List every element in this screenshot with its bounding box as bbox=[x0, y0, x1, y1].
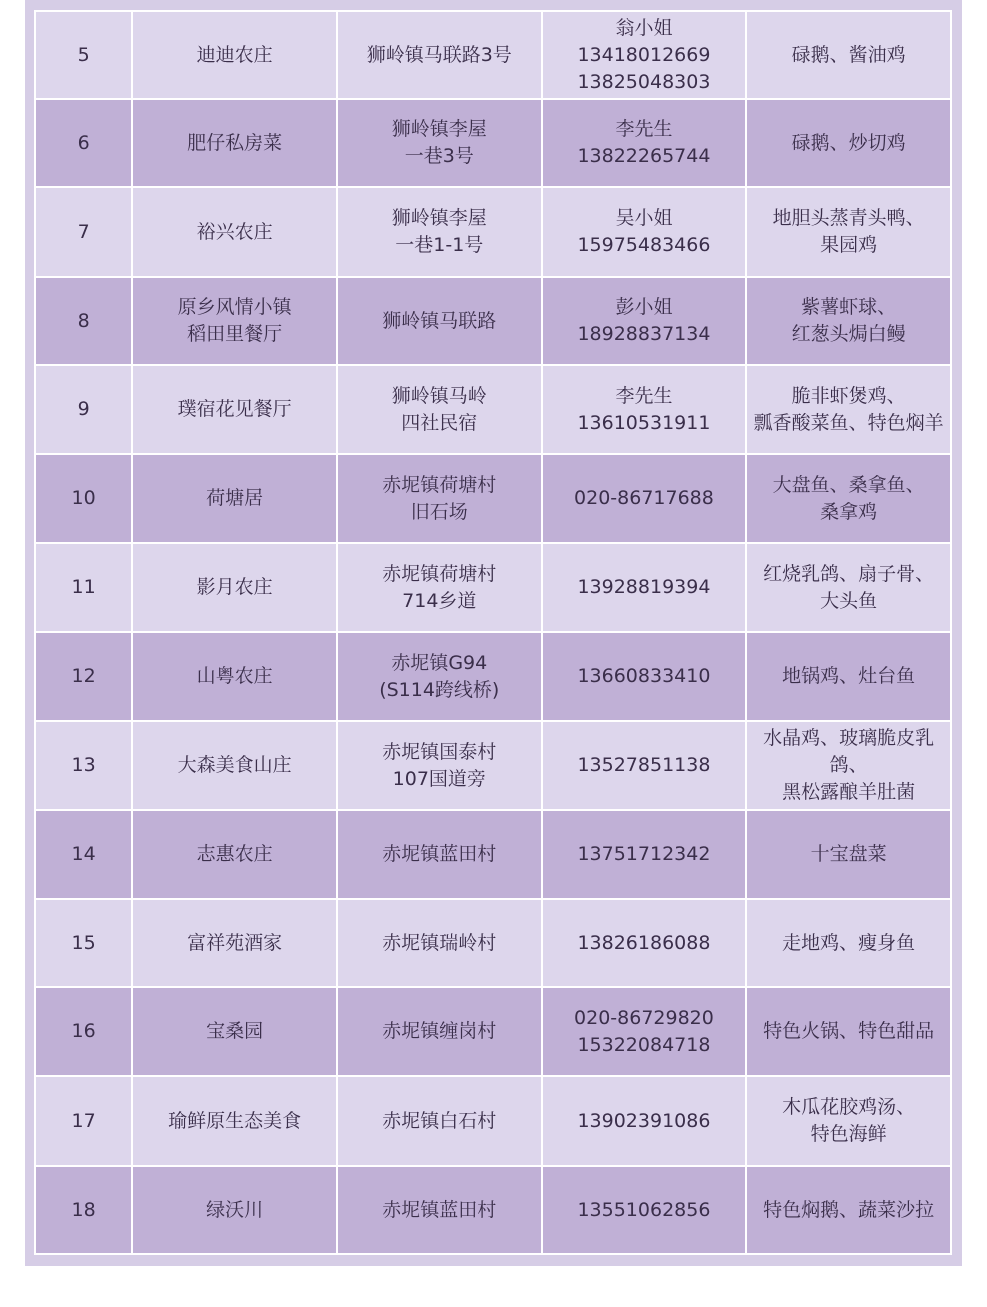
table-row bbox=[35, 1076, 951, 1166]
signature-dishes: 特色火锅、特色甜品 bbox=[746, 987, 951, 1076]
restaurant-phone: 翁小姐 13418012669 13825048303 bbox=[542, 11, 747, 99]
table-row bbox=[35, 11, 951, 99]
restaurant-name: 山粤农庄 bbox=[132, 632, 337, 721]
restaurant-address: 赤坭镇国泰村 107国道旁 bbox=[337, 721, 542, 810]
table-row bbox=[35, 632, 951, 721]
restaurant-address: 赤坭镇蓝田村 bbox=[337, 810, 542, 899]
restaurant-phone: 13751712342 bbox=[542, 810, 747, 899]
restaurant-name: 原乡风情小镇 稻田里餐厅 bbox=[132, 277, 337, 365]
signature-dishes: 地胆头蒸青头鸭、 果园鸡 bbox=[746, 187, 951, 277]
table-row bbox=[35, 365, 951, 454]
restaurant-address: 狮岭镇马联路3号 bbox=[337, 11, 542, 99]
signature-dishes: 走地鸡、瘦身鱼 bbox=[746, 899, 951, 987]
table-row bbox=[35, 899, 951, 987]
row-number: 14 bbox=[35, 810, 132, 899]
restaurant-address: 狮岭镇马联路 bbox=[337, 277, 542, 365]
restaurant-phone: 13527851138 bbox=[542, 721, 747, 810]
restaurant-name: 富祥苑酒家 bbox=[132, 899, 337, 987]
restaurant-name: 志惠农庄 bbox=[132, 810, 337, 899]
signature-dishes: 大盘鱼、桑拿鱼、 桑拿鸡 bbox=[746, 454, 951, 543]
restaurant-name: 瑜鲜原生态美食 bbox=[132, 1076, 337, 1166]
row-number: 8 bbox=[35, 277, 132, 365]
restaurant-name: 荷塘居 bbox=[132, 454, 337, 543]
restaurant-name: 绿沃川 bbox=[132, 1166, 337, 1254]
restaurant-phone: 13928819394 bbox=[542, 543, 747, 632]
signature-dishes: 十宝盘菜 bbox=[746, 810, 951, 899]
row-number: 15 bbox=[35, 899, 132, 987]
table-row bbox=[35, 721, 951, 810]
table-row bbox=[35, 1166, 951, 1254]
restaurant-address: 赤坭镇白石村 bbox=[337, 1076, 542, 1166]
restaurant-phone: 13551062856 bbox=[542, 1166, 747, 1254]
restaurant-phone: 13902391086 bbox=[542, 1076, 747, 1166]
restaurant-address: 赤坭镇蓝田村 bbox=[337, 1166, 542, 1254]
restaurant-name: 大森美食山庄 bbox=[132, 721, 337, 810]
row-number: 12 bbox=[35, 632, 132, 721]
table-row bbox=[35, 543, 951, 632]
table-row bbox=[35, 810, 951, 899]
row-number: 5 bbox=[35, 11, 132, 99]
restaurant-phone: 吴小姐 15975483466 bbox=[542, 187, 747, 277]
restaurant-name: 宝桑园 bbox=[132, 987, 337, 1076]
row-number: 7 bbox=[35, 187, 132, 277]
restaurant-phone: 020-86729820 15322084718 bbox=[542, 987, 747, 1076]
row-number: 9 bbox=[35, 365, 132, 454]
signature-dishes: 水晶鸡、玻璃脆皮乳鸽、 黑松露酿羊肚菌 bbox=[746, 721, 951, 810]
row-number: 13 bbox=[35, 721, 132, 810]
restaurant-address: 狮岭镇马岭 四社民宿 bbox=[337, 365, 542, 454]
table-row bbox=[35, 987, 951, 1076]
restaurant-phone: 020-86717688 bbox=[542, 454, 747, 543]
table-row bbox=[35, 99, 951, 187]
restaurant-phone: 13826186088 bbox=[542, 899, 747, 987]
row-number: 6 bbox=[35, 99, 132, 187]
restaurant-address: 赤坭镇瑞岭村 bbox=[337, 899, 542, 987]
restaurant-address: 赤坭镇荷塘村 714乡道 bbox=[337, 543, 542, 632]
restaurant-name: 璞宿花见餐厅 bbox=[132, 365, 337, 454]
restaurant-name: 裕兴农庄 bbox=[132, 187, 337, 277]
table-row bbox=[35, 277, 951, 365]
table-row bbox=[35, 454, 951, 543]
signature-dishes: 碌鹅、酱油鸡 bbox=[746, 11, 951, 99]
signature-dishes: 木瓜花胶鸡汤、 特色海鲜 bbox=[746, 1076, 951, 1166]
signature-dishes: 红烧乳鸽、扇子骨、 大头鱼 bbox=[746, 543, 951, 632]
signature-dishes: 紫薯虾球、 红葱头焗白鳗 bbox=[746, 277, 951, 365]
restaurant-phone: 李先生 13610531911 bbox=[542, 365, 747, 454]
restaurant-name: 影月农庄 bbox=[132, 543, 337, 632]
restaurant-address: 狮岭镇李屋 一巷3号 bbox=[337, 99, 542, 187]
signature-dishes: 特色焖鹅、蔬菜沙拉 bbox=[746, 1166, 951, 1254]
restaurant-address: 赤坭镇荷塘村 旧石场 bbox=[337, 454, 542, 543]
row-number: 11 bbox=[35, 543, 132, 632]
restaurant-name: 迪迪农庄 bbox=[132, 11, 337, 99]
row-number: 18 bbox=[35, 1166, 132, 1254]
restaurant-address: 赤坭镇G94 (S114跨线桥) bbox=[337, 632, 542, 721]
restaurant-address: 赤坭镇缠岗村 bbox=[337, 987, 542, 1076]
restaurant-table-body bbox=[35, 11, 951, 1254]
row-number: 10 bbox=[35, 454, 132, 543]
restaurant-name: 肥仔私房菜 bbox=[132, 99, 337, 187]
row-number: 16 bbox=[35, 987, 132, 1076]
restaurant-address: 狮岭镇李屋 一巷1-1号 bbox=[337, 187, 542, 277]
restaurant-phone: 李先生 13822265744 bbox=[542, 99, 747, 187]
row-number: 17 bbox=[35, 1076, 132, 1166]
restaurant-table bbox=[34, 10, 952, 1255]
table-row bbox=[35, 187, 951, 277]
restaurant-phone: 13660833410 bbox=[542, 632, 747, 721]
signature-dishes: 脆非虾煲鸡、 瓢香酸菜鱼、特色焖羊 bbox=[746, 365, 951, 454]
restaurant-phone: 彭小姐 18928837134 bbox=[542, 277, 747, 365]
signature-dishes: 地锅鸡、灶台鱼 bbox=[746, 632, 951, 721]
signature-dishes: 碌鹅、炒切鸡 bbox=[746, 99, 951, 187]
